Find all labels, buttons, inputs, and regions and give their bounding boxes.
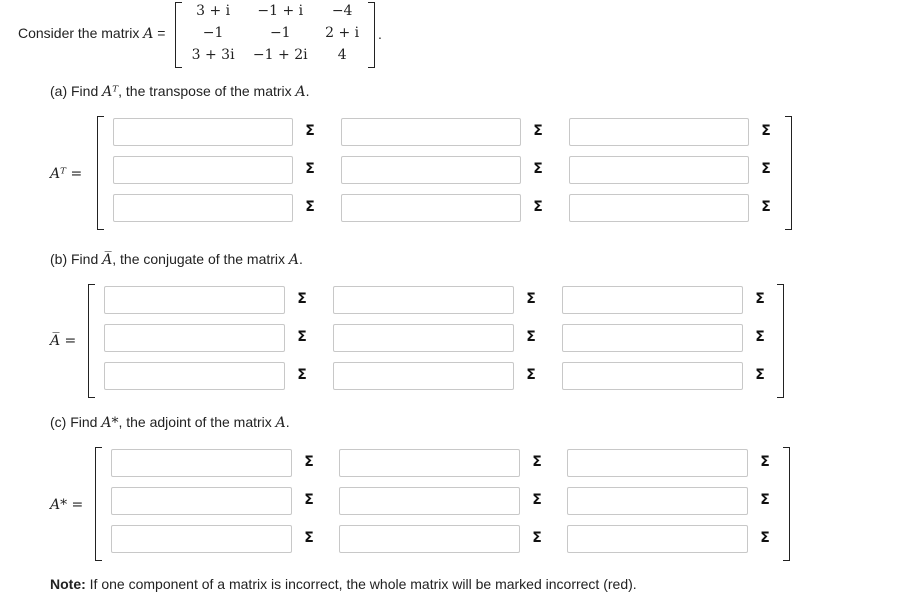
sigma-icon[interactable]: Σ: [761, 123, 771, 139]
matrix-cell: [339, 449, 552, 477]
question-a: [50, 83, 310, 100]
given-cell: 3 + i: [196, 3, 231, 19]
question-c-end: .: [285, 414, 290, 430]
matrix-cell: [104, 362, 317, 390]
matrix-bracket-left: [97, 116, 104, 230]
given-cell: −1 + i: [257, 3, 304, 19]
answer-input-r1c3[interactable]: [562, 286, 743, 314]
answer-input-r1c1[interactable]: [113, 118, 293, 146]
question-b-post: , the conjugate of the matrix: [112, 251, 289, 267]
matrix-cell: [569, 118, 781, 146]
question-c-var: A: [275, 415, 286, 431]
matrix-cell: [113, 156, 325, 184]
question-a-symbol: Aᵀ: [102, 84, 119, 100]
given-cell: 4: [337, 47, 347, 63]
given-cell: −1: [269, 25, 291, 41]
matrix-cell: [113, 194, 325, 222]
question-c-pre: (c) Find: [50, 414, 102, 430]
matrix-cell: [333, 362, 546, 390]
sigma-icon[interactable]: Σ: [755, 291, 765, 307]
prompt-period: .: [378, 26, 382, 42]
answer-input-r1c2[interactable]: [333, 286, 514, 314]
matrix-bracket-right: [785, 116, 792, 230]
answer-input-r3c1[interactable]: [104, 362, 285, 390]
answer-c-label: A* =: [50, 497, 84, 513]
prompt-text: [18, 25, 165, 42]
matrix-cell: [562, 362, 775, 390]
sigma-icon[interactable]: Σ: [526, 329, 536, 345]
matrix-cell: [104, 286, 317, 314]
prompt-var: A: [143, 26, 154, 42]
answer-input-r2c1[interactable]: [111, 487, 292, 515]
answer-a-label: Aᵀ =: [50, 166, 83, 182]
matrix-cell: [569, 194, 781, 222]
matrix-cell: [569, 156, 781, 184]
question-b-var: A: [288, 252, 300, 268]
answer-input-r1c1[interactable]: [104, 286, 285, 314]
sigma-icon[interactable]: Σ: [297, 291, 307, 307]
sigma-icon[interactable]: Σ: [760, 454, 770, 470]
answer-input-r1c3[interactable]: [567, 449, 748, 477]
matrix-bracket-right: [783, 447, 790, 561]
sigma-icon[interactable]: Σ: [304, 492, 314, 508]
question-c: [50, 414, 290, 431]
matrix-cell: [567, 525, 780, 553]
answer-input-r3c3[interactable]: [562, 362, 743, 390]
answer-input-r1c3[interactable]: [569, 118, 749, 146]
sigma-icon[interactable]: Σ: [305, 199, 315, 215]
answer-input-r3c3[interactable]: [567, 525, 748, 553]
sigma-icon[interactable]: Σ: [304, 530, 314, 546]
sigma-icon[interactable]: Σ: [760, 492, 770, 508]
matrix-cell: [341, 194, 553, 222]
matrix-cell: [562, 286, 775, 314]
matrix-cell: [333, 324, 546, 352]
answer-input-r1c2[interactable]: [339, 449, 520, 477]
prompt-equals: =: [157, 25, 166, 41]
matrix-cell: [562, 324, 775, 352]
question-c-post: , the adjoint of the matrix: [118, 414, 276, 430]
question-b-symbol: A̅: [102, 252, 113, 268]
given-bracket-left: [175, 2, 182, 68]
matrix-cell: [341, 156, 553, 184]
sigma-icon[interactable]: Σ: [526, 291, 536, 307]
question-b: [50, 251, 303, 268]
question-a-var: A: [295, 84, 306, 100]
answer-input-r2c2[interactable]: [333, 324, 514, 352]
answer-input-r3c2[interactable]: [339, 525, 520, 553]
answer-input-r2c3[interactable]: [569, 156, 749, 184]
sigma-icon[interactable]: Σ: [533, 199, 543, 215]
given-cell: −4: [331, 3, 353, 19]
sigma-icon[interactable]: Σ: [297, 367, 307, 383]
given-cell: −1: [202, 25, 224, 41]
sigma-icon[interactable]: Σ: [761, 199, 771, 215]
sigma-icon[interactable]: Σ: [526, 367, 536, 383]
matrix-cell: [333, 286, 546, 314]
matrix-cell: [111, 487, 324, 515]
question-a-pre: (a) Find: [50, 83, 103, 99]
note-text: If one component of a matrix is incorrect, the whole matrix will be marked incorrect (red).: [85, 576, 637, 592]
matrix-bracket-left: [95, 447, 102, 561]
given-cell: 2 + i: [325, 25, 360, 41]
given-bracket-right: [368, 2, 375, 68]
sigma-icon[interactable]: Σ: [755, 329, 765, 345]
note-bold: Note:: [50, 576, 86, 592]
answer-b-label: A̅ =: [50, 333, 77, 349]
answer-input-r3c3[interactable]: [569, 194, 749, 222]
question-a-end: .: [305, 83, 310, 99]
sigma-icon[interactable]: Σ: [761, 161, 771, 177]
question-b-end: .: [299, 251, 303, 267]
sigma-icon[interactable]: Σ: [532, 530, 542, 546]
answer-input-r2c2[interactable]: [339, 487, 520, 515]
answer-input-r3c1[interactable]: [111, 525, 292, 553]
sigma-icon[interactable]: Σ: [533, 161, 543, 177]
sigma-icon[interactable]: Σ: [533, 123, 543, 139]
given-matrix-table: [183, 0, 367, 66]
sigma-icon[interactable]: Σ: [755, 367, 765, 383]
answer-input-r2c1[interactable]: [104, 324, 285, 352]
matrix-cell: [104, 324, 317, 352]
question-c-symbol: A*: [101, 415, 119, 431]
given-cell: 3 + 3i: [191, 47, 235, 63]
matrix-cell: [111, 525, 324, 553]
sigma-icon[interactable]: Σ: [532, 492, 542, 508]
given-cell: −1 + 2i: [252, 47, 308, 63]
answer-input-r2c3[interactable]: [562, 324, 743, 352]
answer-input-r3c1[interactable]: [113, 194, 293, 222]
matrix-bracket-left: [88, 284, 95, 398]
matrix-bracket-right: [777, 284, 784, 398]
matrix-cell: [567, 449, 780, 477]
answer-input-r2c1[interactable]: [113, 156, 293, 184]
matrix-cell: [111, 449, 324, 477]
matrix-cell: [567, 487, 780, 515]
answer-input-r3c2[interactable]: [341, 194, 521, 222]
sigma-icon[interactable]: Σ: [760, 530, 770, 546]
answer-input-r2c3[interactable]: [567, 487, 748, 515]
matrix-cell: [113, 118, 325, 146]
sigma-icon[interactable]: Σ: [305, 161, 315, 177]
prompt-prefix: Consider the matrix: [18, 25, 140, 41]
answer-input-r3c2[interactable]: [333, 362, 514, 390]
matrix-cell: [339, 525, 552, 553]
sigma-icon[interactable]: Σ: [304, 454, 314, 470]
grading-note: [50, 576, 637, 592]
question-b-pre: (b) Find: [50, 251, 103, 267]
given-matrix: [175, 0, 375, 68]
sigma-icon[interactable]: Σ: [305, 123, 315, 139]
matrix-cell: [339, 487, 552, 515]
answer-input-r1c2[interactable]: [341, 118, 521, 146]
matrix-cell: [341, 118, 553, 146]
answer-input-r2c2[interactable]: [341, 156, 521, 184]
question-a-post: , the transpose of the matrix: [118, 83, 296, 99]
answer-input-r1c1[interactable]: [111, 449, 292, 477]
sigma-icon[interactable]: Σ: [532, 454, 542, 470]
sigma-icon[interactable]: Σ: [297, 329, 307, 345]
